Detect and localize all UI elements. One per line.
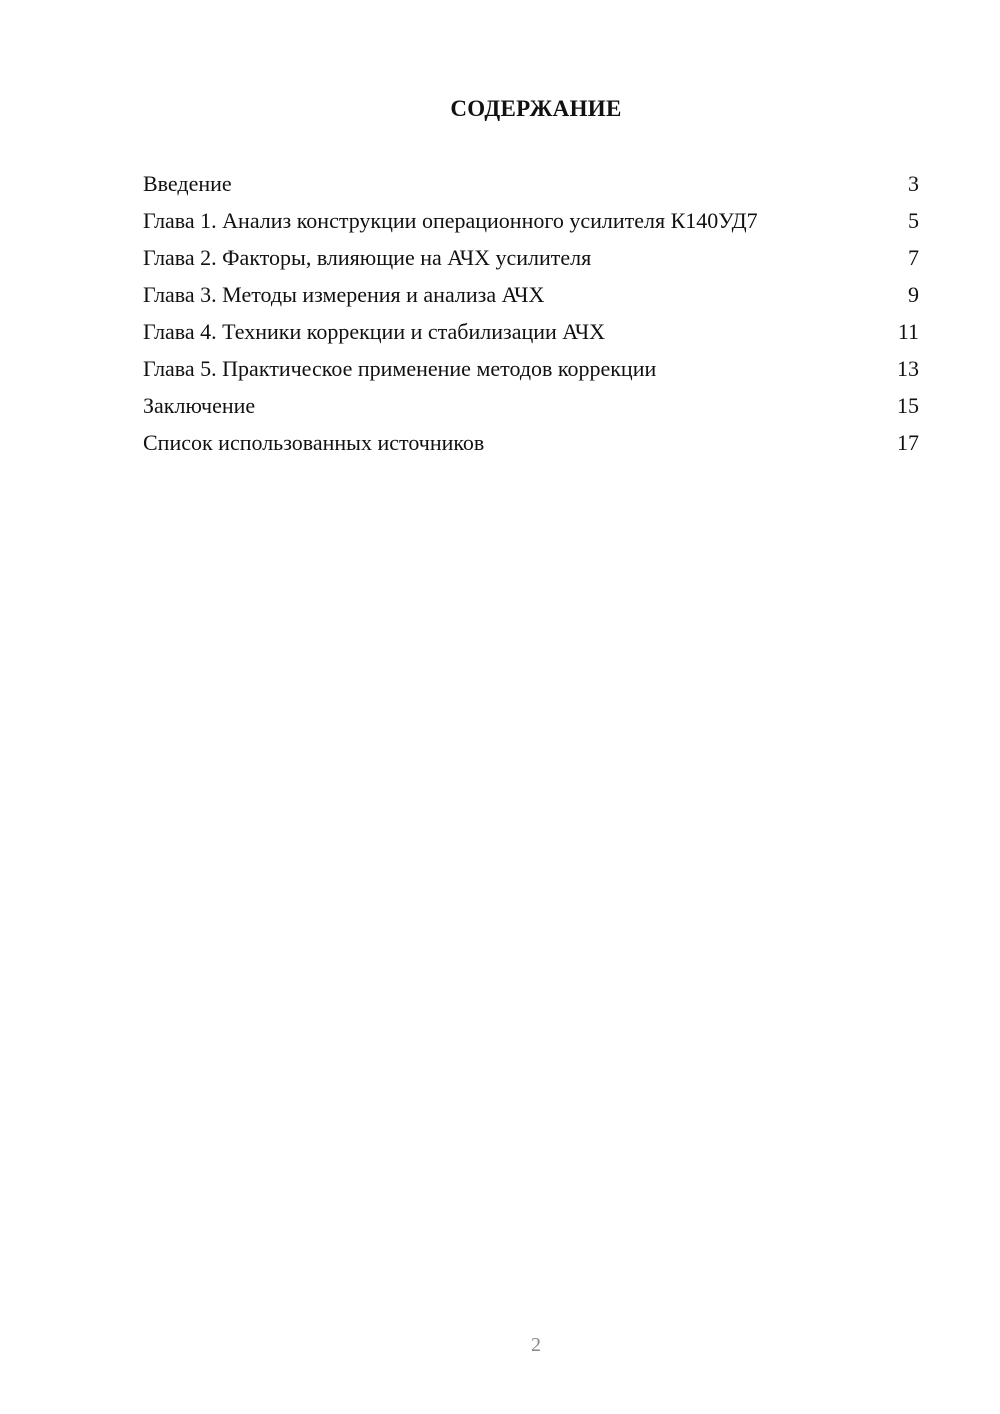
- toc-entry-title: Список использованных источников: [143, 430, 485, 455]
- toc-entry-chapter-1[interactable]: [143, 208, 919, 234]
- toc-entry-chapter-2[interactable]: [143, 245, 919, 271]
- toc-entry-page: 5: [908, 208, 919, 233]
- toc-entry-title: Глава 1. Анализ конструкции операционного усилителя К140УД7: [143, 208, 758, 233]
- toc-entry-references[interactable]: [143, 430, 919, 456]
- toc-entry-page: 9: [908, 282, 919, 307]
- toc-entry-page: 11: [897, 319, 919, 344]
- toc-entry-title: Заключение: [143, 393, 256, 418]
- toc-entry-page: 7: [908, 245, 919, 270]
- toc-entry-title: Глава 2. Факторы, влияющие на АЧХ усилителя: [143, 245, 592, 270]
- toc-entry-page: 3: [908, 171, 919, 196]
- page-number: 2: [531, 1334, 541, 1356]
- toc-entry-page: 15: [897, 393, 919, 418]
- toc-entry-introduction[interactable]: [143, 171, 919, 197]
- toc-entry-title: Глава 3. Методы измерения и анализа АЧХ: [143, 282, 545, 307]
- toc-entry-title: Глава 4. Техники коррекции и стабилизации АЧХ: [143, 319, 606, 344]
- toc-entry-page: 17: [897, 430, 919, 455]
- toc-entry-title: Глава 5. Практическое применение методов коррекции: [143, 356, 657, 381]
- page-title: СОДЕРЖАНИЕ: [450, 96, 622, 121]
- toc-entry-title: Введение: [143, 171, 232, 196]
- toc-entry-chapter-5[interactable]: [143, 356, 919, 382]
- toc-entry-conclusion[interactable]: [143, 393, 919, 419]
- toc-entry-chapter-4[interactable]: [143, 319, 919, 345]
- table-of-contents: [143, 171, 919, 467]
- toc-entry-chapter-3[interactable]: [143, 282, 919, 308]
- toc-entry-page: 13: [897, 356, 919, 381]
